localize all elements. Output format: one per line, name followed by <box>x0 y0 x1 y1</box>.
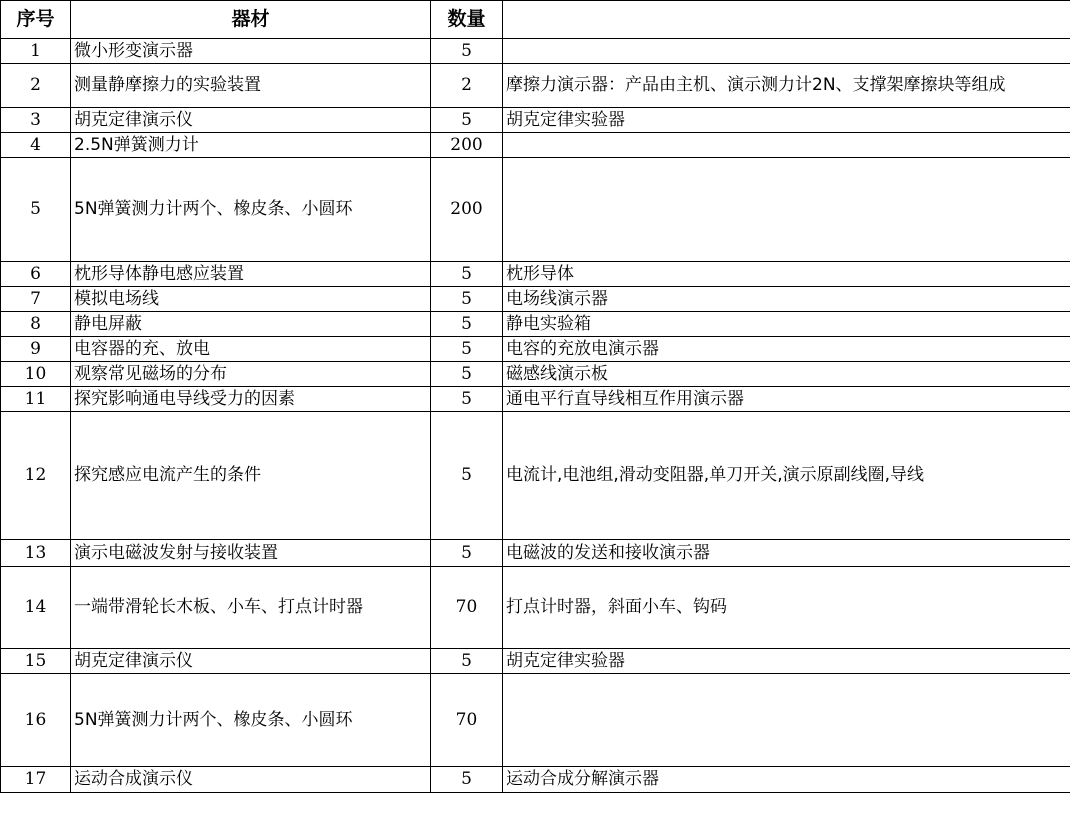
cell-qty: 5 <box>431 39 503 64</box>
cell-item: 静电屏蔽 <box>71 312 431 337</box>
cell-note <box>503 674 1070 767</box>
cell-qty: 5 <box>431 108 503 133</box>
cell-note: 胡克定律实验器 <box>503 649 1070 674</box>
cell-no: 3 <box>1 108 71 133</box>
cell-qty: 200 <box>431 133 503 158</box>
cell-qty: 5 <box>431 287 503 312</box>
cell-item: 演示电磁波发射与接收装置 <box>71 540 431 567</box>
header-no: 序号 <box>1 1 71 39</box>
cell-note: 静电实验箱 <box>503 312 1070 337</box>
header-row <box>1 1 1070 39</box>
table-row <box>1 312 1070 337</box>
cell-no: 8 <box>1 312 71 337</box>
cell-no: 7 <box>1 287 71 312</box>
cell-qty: 5 <box>431 540 503 567</box>
cell-item: 胡克定律演示仪 <box>71 108 431 133</box>
cell-item: 2.5N弹簧测力计 <box>71 133 431 158</box>
cell-note: 枕形导体 <box>503 262 1070 287</box>
cell-no: 16 <box>1 674 71 767</box>
table-row <box>1 649 1070 674</box>
cell-item: 模拟电场线 <box>71 287 431 312</box>
cell-note: 电磁波的发送和接收演示器 <box>503 540 1070 567</box>
table-row <box>1 262 1070 287</box>
cell-item: 测量静摩擦力的实验装置 <box>71 64 431 108</box>
cell-no: 2 <box>1 64 71 108</box>
cell-item: 探究影响通电导线受力的因素 <box>71 387 431 412</box>
cell-qty: 70 <box>431 567 503 649</box>
cell-no: 10 <box>1 362 71 387</box>
cell-item: 枕形导体静电感应装置 <box>71 262 431 287</box>
cell-note: 打点计时器，斜面小车、钩码 <box>503 567 1070 649</box>
cell-item: 5N弹簧测力计两个、橡皮条、小圆环 <box>71 158 431 262</box>
cell-qty: 5 <box>431 312 503 337</box>
cell-item: 探究感应电流产生的条件 <box>71 412 431 540</box>
cell-note: 磁感线演示板 <box>503 362 1070 387</box>
table-row <box>1 287 1070 312</box>
cell-item: 电容器的充、放电 <box>71 337 431 362</box>
header-qty: 数量 <box>431 1 503 39</box>
cell-no: 11 <box>1 387 71 412</box>
cell-no: 6 <box>1 262 71 287</box>
cell-item: 5N弹簧测力计两个、橡皮条、小圆环 <box>71 674 431 767</box>
cell-no: 17 <box>1 767 71 793</box>
cell-qty: 2 <box>431 64 503 108</box>
cell-item: 运动合成演示仪 <box>71 767 431 793</box>
cell-qty: 5 <box>431 387 503 412</box>
cell-qty: 5 <box>431 767 503 793</box>
cell-no: 12 <box>1 412 71 540</box>
cell-note: 电容的充放电演示器 <box>503 337 1070 362</box>
cell-no: 5 <box>1 158 71 262</box>
cell-qty: 5 <box>431 362 503 387</box>
cell-item: 观察常见磁场的分布 <box>71 362 431 387</box>
table-row <box>1 337 1070 362</box>
cell-qty: 200 <box>431 158 503 262</box>
table-row <box>1 674 1070 767</box>
cell-note <box>503 133 1070 158</box>
cell-note <box>503 39 1070 64</box>
cell-qty: 5 <box>431 649 503 674</box>
cell-no: 15 <box>1 649 71 674</box>
cell-note: 电场线演示器 <box>503 287 1070 312</box>
table-row <box>1 158 1070 262</box>
table-row <box>1 362 1070 387</box>
table-row <box>1 540 1070 567</box>
cell-no: 14 <box>1 567 71 649</box>
cell-no: 4 <box>1 133 71 158</box>
table-row <box>1 108 1070 133</box>
header-item: 器材 <box>71 1 431 39</box>
table-row <box>1 387 1070 412</box>
table-row <box>1 39 1070 64</box>
cell-note: 通电平行直导线相互作用演示器 <box>503 387 1070 412</box>
cell-item: 胡克定律演示仪 <box>71 649 431 674</box>
cell-qty: 5 <box>431 412 503 540</box>
cell-note: 胡克定律实验器 <box>503 108 1070 133</box>
cell-note: 运动合成分解演示器 <box>503 767 1070 793</box>
cell-qty: 5 <box>431 262 503 287</box>
cell-no: 1 <box>1 39 71 64</box>
cell-note: 摩擦力演示器：产品由主机、演示测力计2N、支撑架摩擦块等组成 <box>503 64 1070 108</box>
header-note <box>503 1 1070 39</box>
cell-item: 一端带滑轮长木板、小车、打点计时器 <box>71 567 431 649</box>
table-row <box>1 64 1070 108</box>
cell-qty: 70 <box>431 674 503 767</box>
cell-no: 9 <box>1 337 71 362</box>
table-row <box>1 412 1070 540</box>
table-row <box>1 767 1070 793</box>
table-row <box>1 133 1070 158</box>
cell-note <box>503 158 1070 262</box>
cell-no: 13 <box>1 540 71 567</box>
cell-item: 微小形变演示器 <box>71 39 431 64</box>
table-row <box>1 567 1070 649</box>
cell-qty: 5 <box>431 337 503 362</box>
cell-note: 电流计,电池组,滑动变阻器,单刀开关,演示原副线圈,导线 <box>503 412 1070 540</box>
